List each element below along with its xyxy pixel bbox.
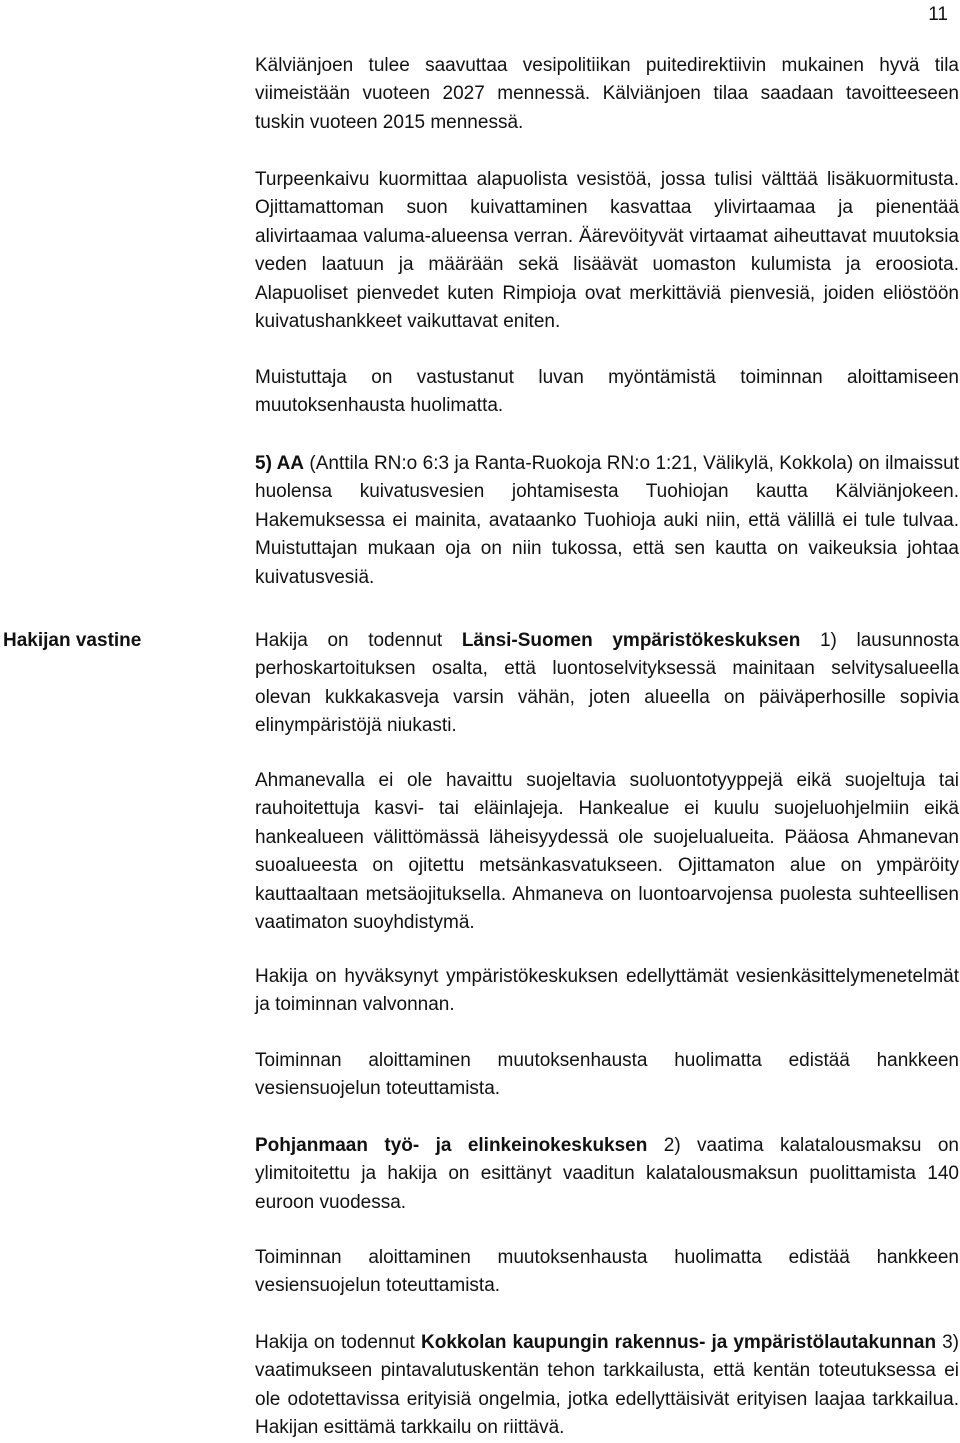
paragraph-4: 5) AA (Anttila RN:o 6:3 ja Ranta-Ruokoja RN:o 1:21, Välikylä, Kokkola) on ilmaissut huolensa kuivatusvesien johtamisesta Tuohiojan kautta Kälviänjokeen. Hakemuksessa ei mainita, avataanko Tuohioja auki niin, että välillä ei tule tulvaa. Muistuttajan mukaan oja on niin tukossa, että sen kautta on vaikeuksia johtaa kuivatusvesiä.: [255, 453, 959, 588]
paragraph-7: Hakija on hyväksynyt ympäristökeskuksen edellyttämät vesienkäsittelymenetelmät ja toiminnan valvonnan.: [255, 966, 959, 1016]
paragraph-8: Toiminnan aloittaminen muutoksenhausta huolimatta edistää hankkeen vesiensuojelun toteuttamista.: [255, 1050, 959, 1100]
page-number: 11: [928, 4, 948, 25]
paragraph-9: Pohjanmaan työ- ja elinkeinokeskuksen 2) vaatima kalatalousmaksu on ylimitoitettu ja hakija on esittänyt vaaditun kalatalousmaksun puolittamista 140 euroon vuodessa.: [255, 1135, 960, 1213]
bold-org: Länsi-Suomen ympäristökeskuksen: [461, 630, 801, 651]
paragraph-11: Hakija on todennut Kokkolan kaupungin rakennus- ja ympäristölautakunnan 3) vaatimukseen pintavalutuskentän tehon tarkkailusta, että kentän toteutuksessa ei ole odotettavissa erityisiä ongelmia, jotka edellyttäisivät erityisen laajaa tarkkailua. Hakijan esittämä tarkkailu on riittävä.: [255, 1332, 959, 1439]
bold-org: Pohjanmaan työ- ja elinkeinokeskuksen: [255, 1135, 648, 1156]
paragraph-3: Muistuttaja on vastustanut luvan myöntämistä toiminnan aloittamiseen muutoksenhausta huolimatta.: [255, 367, 959, 417]
paragraph-1: Kälviänjoen tulee saavuttaa vesipolitiikan puitedirektiivin mukainen hyvä tila viimeistään vuoteen 2027 mennessä. Kälviänjoen tilaa saadaan tavoitteeseen tuskin vuoteen 2015 mennessä.: [255, 55, 959, 133]
side-label: Hakijan vastine: [3, 630, 142, 651]
paragraph-10: Toiminnan aloittaminen muutoksenhausta huolimatta edistää hankkeen vesiensuojelun toteuttamista.: [255, 1247, 959, 1297]
paragraph-2: Turpeenkaivu kuormittaa alapuolista vesistöä, jossa tulisi välttää lisäkuormitusta. Ojittamattoman suon kuivattaminen kasvattaa ylivirtaamaa ja pienentää alivirtaamaa valuma-alueensa verran. Äärevöityvät virtaamat aiheuttavat muutoksia veden laatuun ja määrään sekä lisäävät uomaston kulumista ja eroosiota. Alapuoliset pienvedet kuten Rimpioja ovat merkittäviä pienvesiä, joiden eliöstöön kuivatushankkeet vaikuttavat eniten.: [255, 169, 959, 333]
paragraph-5: Hakija on todennut Länsi-Suomen ympäristökeskuksen 1) lausunnosta perhoskartoituksen osalta, että luontoselvityksessä mainitaan selvitysalueella olevan kukkakasveja varsin vähän, joten alueella on päiväperhosille sopivia elinympäristöjä niukasti.: [255, 630, 959, 737]
bold-lead: 5) AA: [255, 453, 305, 474]
paragraph-6: Ahmanevalla ei ole havaittu suojeltavia suoluontotyyppejä eikä suojeltuja tai rauhoitettuja kasvi- tai eläinlajeja. Hankealue ei kuulu suojeluohjelmiin eikä hankealueen välittömässä läheisyydessä ole suojelualueita. Pääosa Ahmanevan suoalueesta on ojitettu metsänkasvatukseen. Ojittamaton alue on ympäröity kauttaaltaan metsäojituksella. Ahmaneva on luontoarvojensa puolesta suhteellisen vaatimaton suoyhdistymä.: [255, 770, 959, 934]
bold-org: Kokkolan kaupungin rakennus- ja ympäristölautakunnan: [421, 1332, 937, 1353]
